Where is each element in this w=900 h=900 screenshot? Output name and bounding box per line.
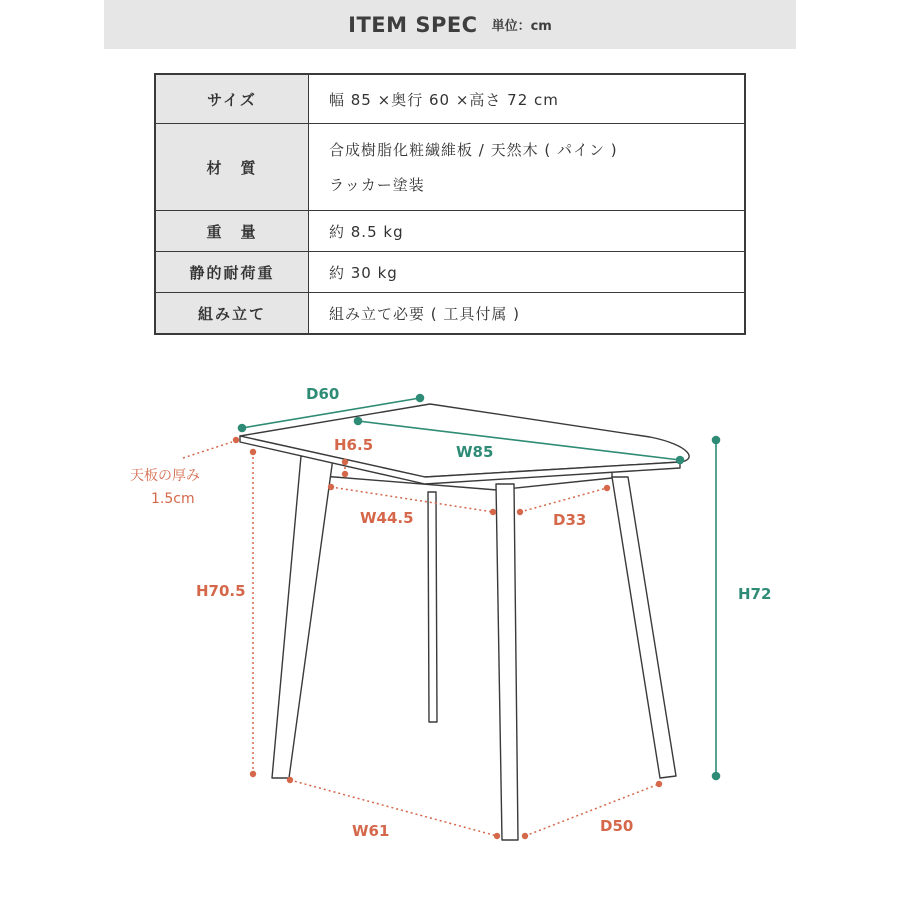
table-leg-right xyxy=(612,477,676,778)
spec-title: ITEM SPEC xyxy=(348,12,478,37)
dimension-point xyxy=(250,449,256,455)
dimension-point xyxy=(522,833,528,839)
dimension-point xyxy=(250,771,256,777)
orange-dimensions xyxy=(183,442,659,836)
dimension-point xyxy=(517,509,523,515)
w85-label: W85 xyxy=(456,443,494,461)
spec-value-line: ラッカー塗装 xyxy=(329,176,425,194)
dimension-point xyxy=(233,437,239,443)
d50-dimension-line xyxy=(525,784,659,836)
top-thickness-label: 天板の厚み xyxy=(130,468,200,484)
spec-label: 静的耐荷重 xyxy=(155,252,309,293)
thickness-leader-line xyxy=(183,442,232,458)
dimension-point xyxy=(656,781,662,787)
dimension-point xyxy=(417,395,424,402)
spec-value-line: 合成樹脂化粧繊維板 / 天然木 ( パイン ) xyxy=(329,141,618,159)
w61-label: W61 xyxy=(352,822,390,840)
dimension-point xyxy=(342,471,348,477)
spec-value: 幅 85 ×奥行 60 ×高さ 72 cm xyxy=(309,74,746,124)
dimension-point xyxy=(713,773,720,780)
dimension-point xyxy=(328,484,334,490)
h70-5-label: H70.5 xyxy=(196,582,246,600)
top-thickness-value: 1.5cm xyxy=(151,491,195,507)
d33-dimension-line xyxy=(520,488,607,512)
dimension-point xyxy=(494,833,500,839)
table-leg-back-right xyxy=(428,492,437,722)
dimension-point xyxy=(342,459,348,465)
dimension-point xyxy=(287,777,293,783)
table-leg-front-center xyxy=(496,484,518,840)
h6-5-label: H6.5 xyxy=(334,436,374,454)
w44-5-label: W44.5 xyxy=(360,509,414,527)
unit-label: 単位：cm xyxy=(491,19,552,34)
spec-value: 約 30 kg xyxy=(309,252,746,293)
dimension-point xyxy=(713,437,720,444)
dimension-point xyxy=(677,457,684,464)
d50-label: D50 xyxy=(600,817,634,835)
spec-label: 組み立て xyxy=(155,293,309,335)
dimension-point xyxy=(239,425,246,432)
table-illustration xyxy=(240,404,689,840)
spec-label: 材 質 xyxy=(155,124,309,211)
d60-label: D60 xyxy=(306,385,340,403)
table-leg-front-left xyxy=(272,456,333,778)
dimension-point xyxy=(604,485,610,491)
spec-label: サイズ xyxy=(155,74,309,124)
spec-value: 組み立て必要 ( 工具付属 ) xyxy=(309,293,746,335)
spec-value: 約 8.5 kg xyxy=(309,211,746,252)
w61-dimension-line xyxy=(290,780,497,836)
d33-label: D33 xyxy=(553,511,587,529)
dimension-point xyxy=(355,418,362,425)
dimension-point xyxy=(490,509,496,515)
h72-label: H72 xyxy=(738,585,772,603)
spec-label: 重 量 xyxy=(155,211,309,252)
